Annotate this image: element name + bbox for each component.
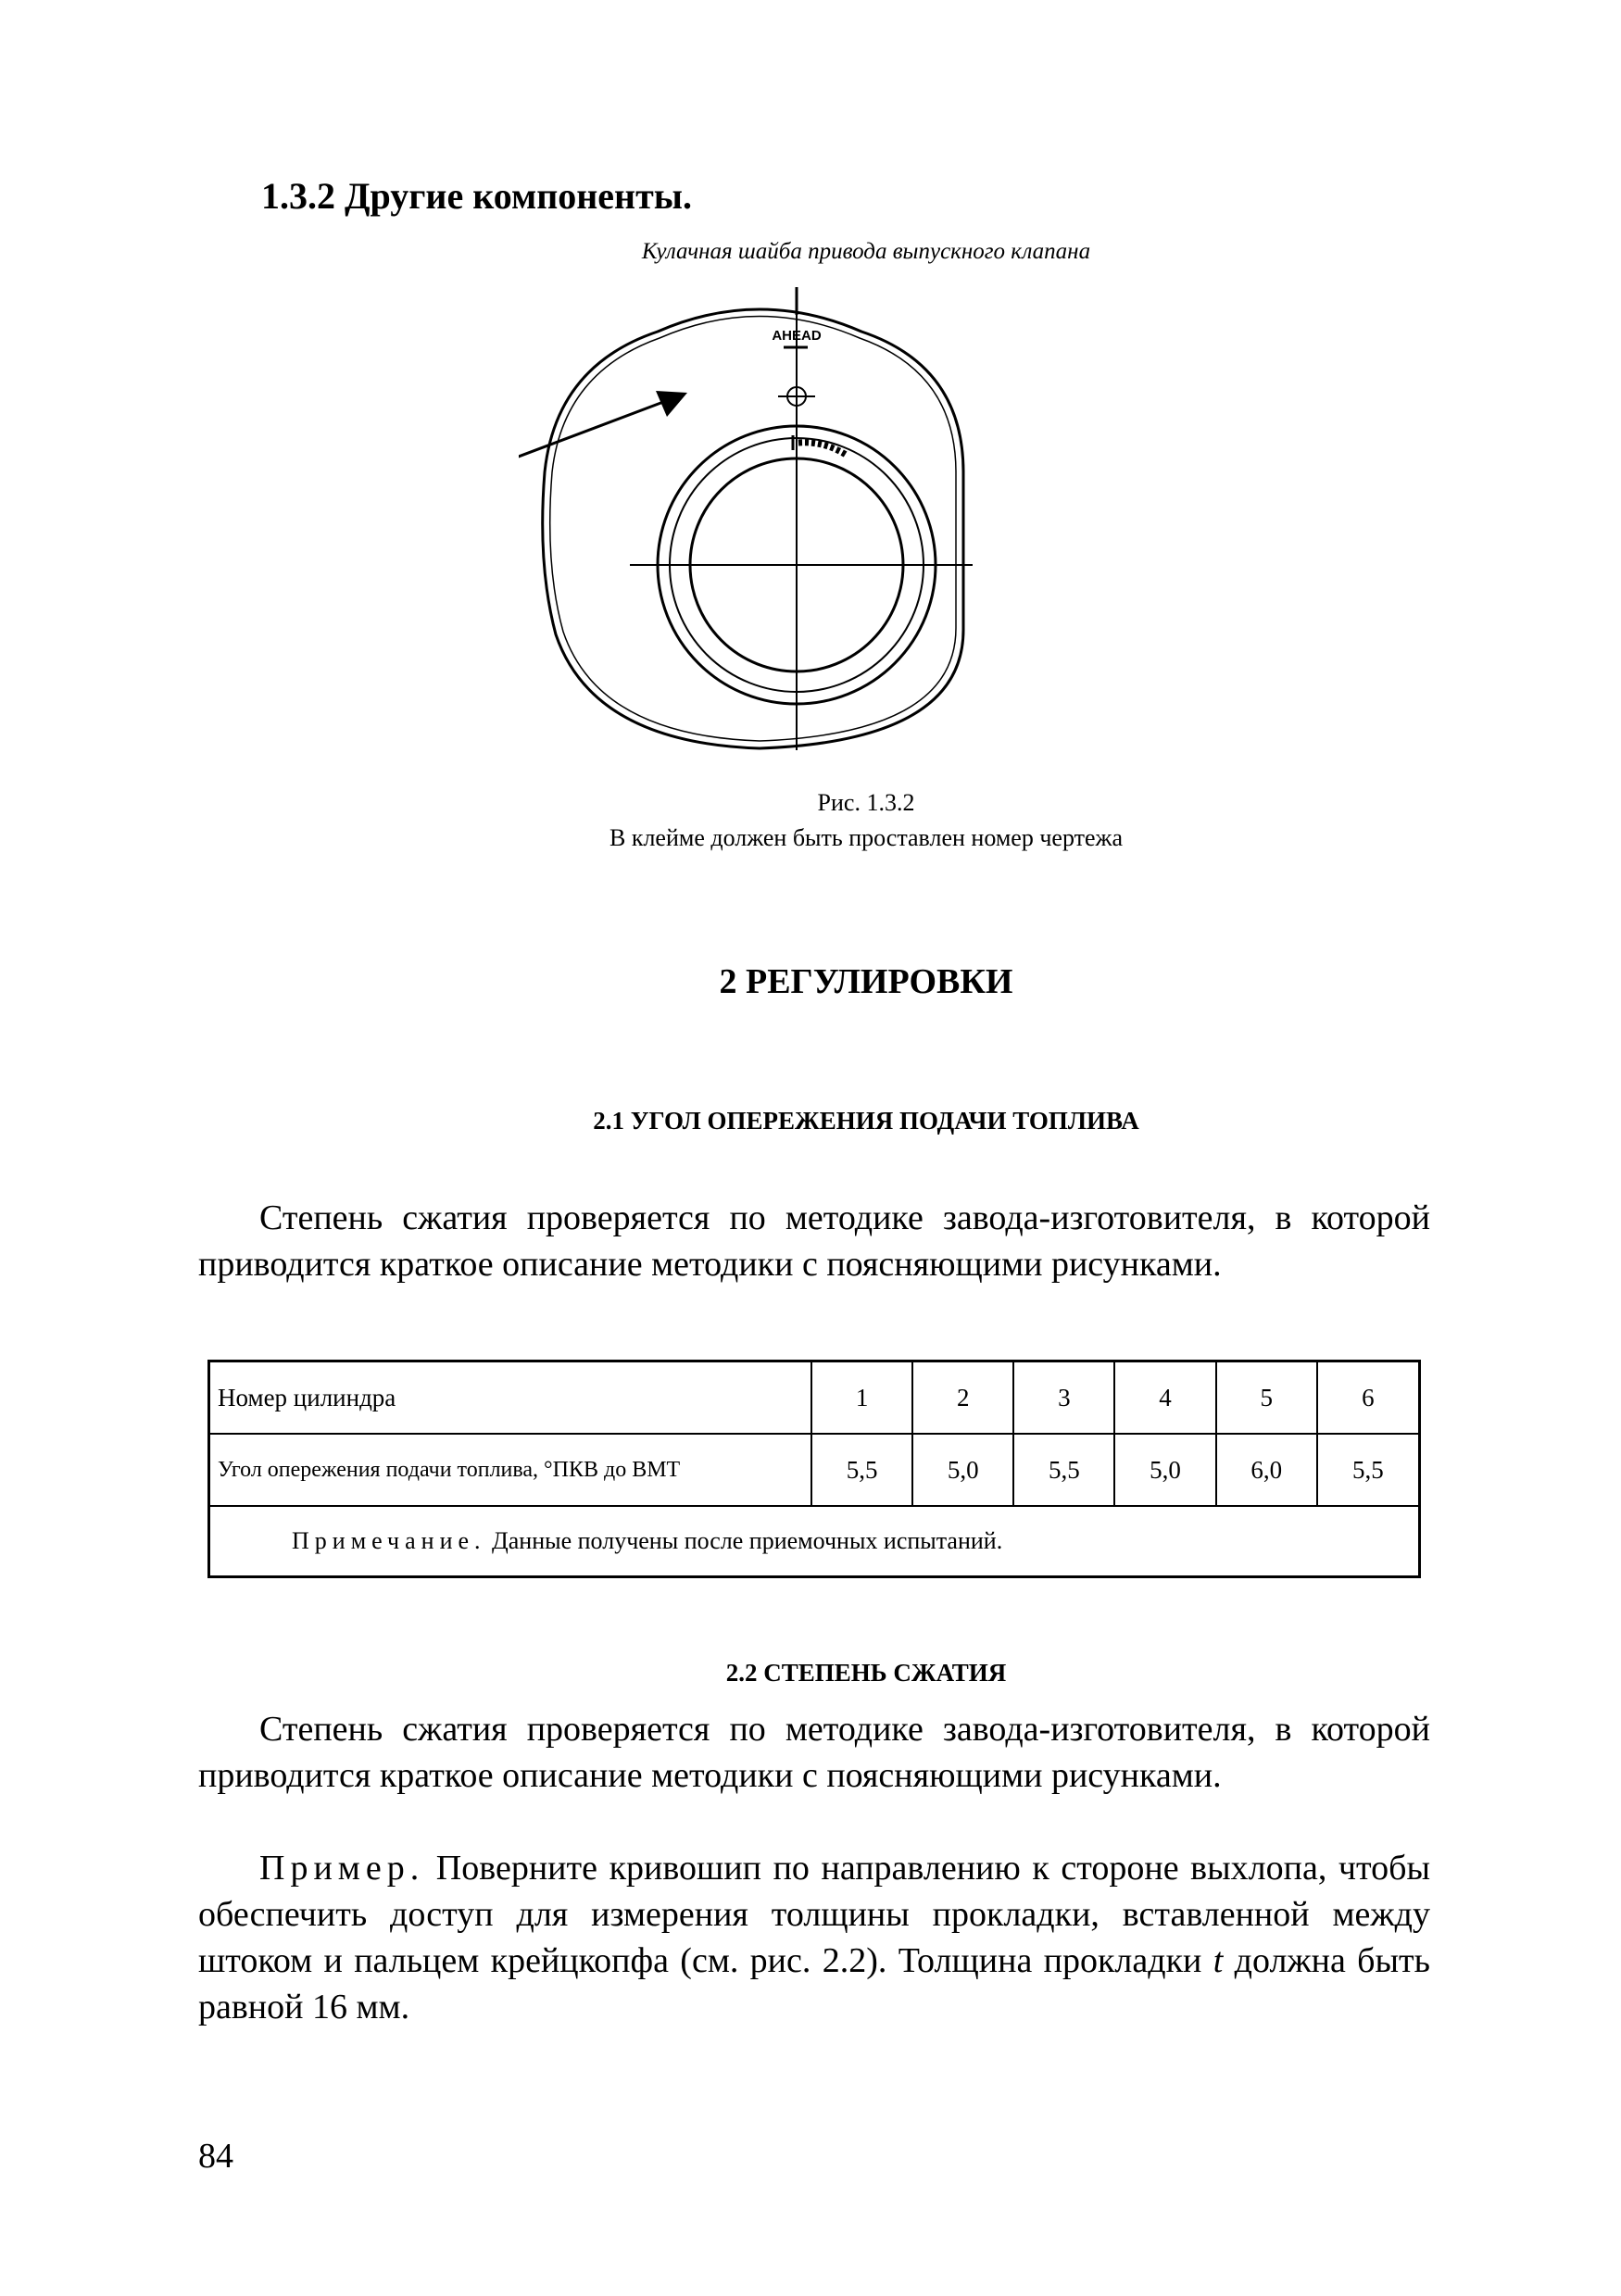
example-text: Поверните кривошип по направлению к стороне выхлопа, чтобы обеспечить доступ для измерения толщины прокладки, вставленной между штоком и пальцем крейцкопфа (см. рис. 2.2). Толщина прокладки <box>198 1849 1430 1980</box>
section-2-2-paragraph: Степень сжатия проверяется по методике завода-изготовителя, в которой приводится краткое описание методики с поясняющими рисунками. <box>198 1710 1430 1795</box>
table-note-cell <box>209 1506 1420 1577</box>
value-cell: 5,5 <box>1013 1434 1114 1506</box>
note-text: Данные получены после приемочных испытаний. <box>485 1527 1003 1554</box>
cylinder-cell: 6 <box>1317 1361 1420 1435</box>
section-2-2-heading: 2.2 СТЕПЕНЬ СЖАТИЯ <box>725 1659 1007 1687</box>
example-paragraph <box>198 1845 1430 2030</box>
example-text-end: должна быть равной 16 мм. <box>198 1941 1430 2026</box>
value-cell: 5,0 <box>1114 1434 1215 1506</box>
header-label-cell: Номер цилиндра <box>209 1361 812 1435</box>
table-row <box>209 1361 1420 1435</box>
cylinder-cell: 5 <box>1216 1361 1317 1435</box>
chapter-heading: 2 РЕГУЛИРОВКИ <box>719 962 1013 1001</box>
pointer-arrow-line <box>519 396 678 470</box>
value-cell: 5,5 <box>811 1434 912 1506</box>
figure-caption-block <box>0 785 1621 856</box>
figure-caption: В клейме должен быть проставлен номер чертежа <box>609 824 1124 851</box>
example-variable-t: t <box>1213 1941 1224 1980</box>
value-cell: 6,0 <box>1216 1434 1317 1506</box>
figure-title: Кулачная шайба привода выпускного клапана <box>641 239 1091 264</box>
cam-outer-profile <box>543 309 963 748</box>
value-cell: 5,5 <box>1317 1434 1420 1506</box>
injection-timing-table <box>207 1360 1421 1578</box>
table-row <box>209 1506 1420 1577</box>
cylinder-cell: 3 <box>1013 1361 1114 1435</box>
cylinder-cell: 4 <box>1114 1361 1215 1435</box>
cam-disc-drawing <box>519 287 1000 769</box>
figure-number: Рис. 1.3.2 <box>817 789 915 816</box>
section-heading: 1.3.2 Другие компоненты. <box>261 175 692 217</box>
stamp-marks <box>798 443 848 456</box>
cylinder-cell: 1 <box>811 1361 912 1435</box>
section-2-1-heading: 2.1 УГОЛ ОПЕРЕЖЕНИЯ ПОДАЧИ ТОПЛИВА <box>593 1107 1139 1135</box>
table-row <box>209 1434 1420 1506</box>
page-number: 84 <box>198 2137 233 2176</box>
note-label: Примечание. <box>292 1527 486 1554</box>
value-cell: 5,0 <box>912 1434 1013 1506</box>
ahead-label: AHEAD <box>772 328 822 344</box>
cylinder-cell: 2 <box>912 1361 1013 1435</box>
row-label-cell: Угол опережения подачи топлива, °ПКВ до ВМТ <box>209 1434 812 1506</box>
example-label: Пример. <box>259 1849 425 1888</box>
section-2-1-paragraph: Степень сжатия проверяется по методике завода-изготовителя, в которой приводится краткое описание методики с поясняющими рисунками. <box>198 1198 1430 1284</box>
cam-inner-profile <box>550 317 956 742</box>
